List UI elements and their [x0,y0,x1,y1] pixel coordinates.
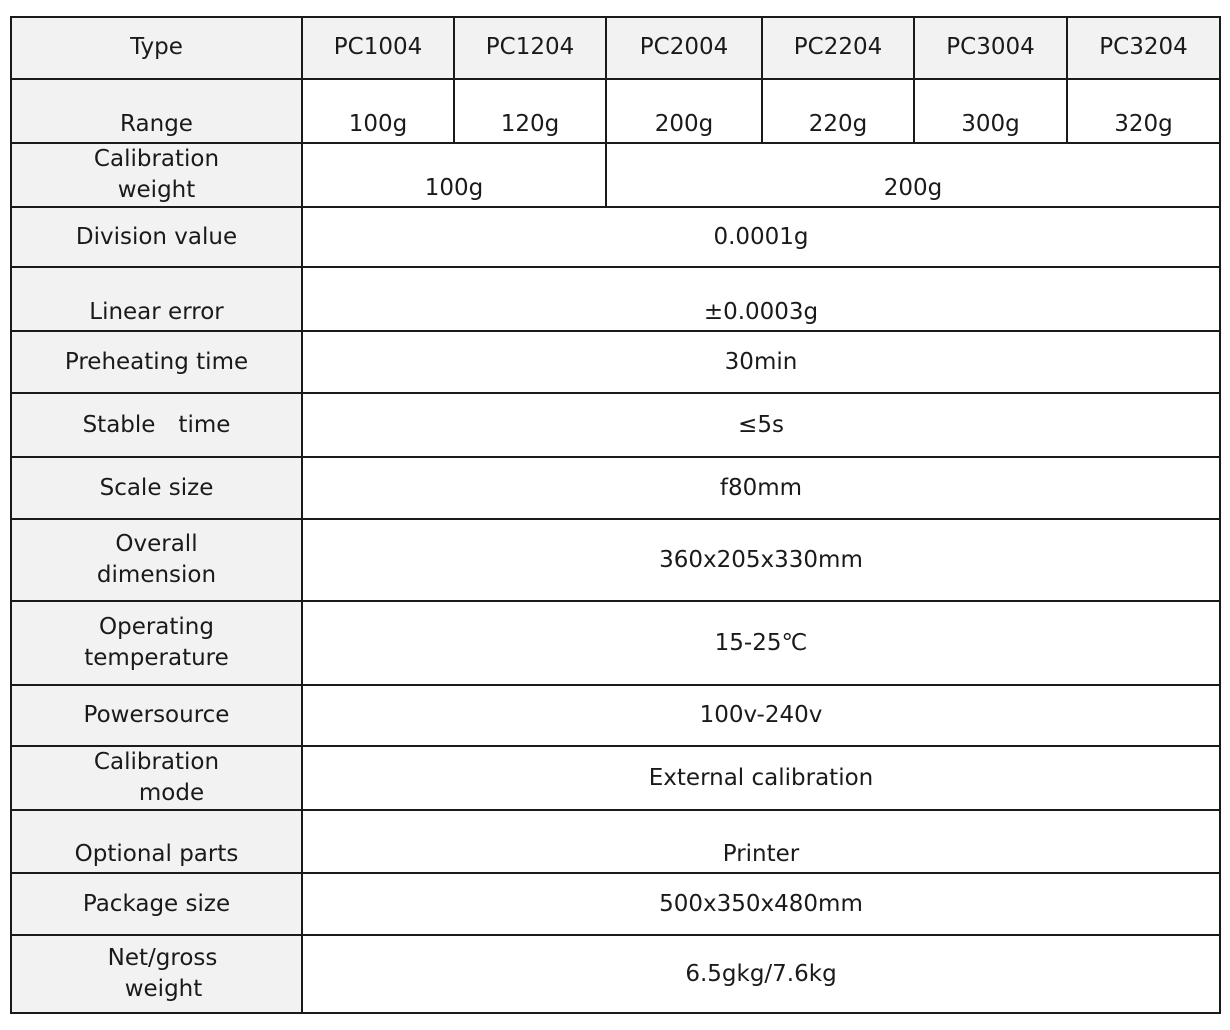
range-value: 200g [606,79,762,143]
row-linear-error [11,267,1220,331]
row-net-gross-weight [11,935,1220,1013]
operating-temperature-value: 15-25℃ [302,601,1220,685]
row-overall-dimension [11,519,1220,601]
division-value-value: 0.0001g [302,207,1220,267]
overall-dimension-label-line2: dimension [96,562,217,589]
row-operating-temperature [11,601,1220,685]
model-pc3004: PC3004 [914,17,1067,79]
overall-dimension-label [11,519,302,601]
scale-size-label: Scale size [11,457,302,519]
model-pc2004: PC2004 [606,17,762,79]
net-gross-weight-label-line2: weight [124,976,203,1003]
calibration-weight-group-a: 100g [302,143,606,207]
package-size-label: Package size [11,873,302,935]
calibration-mode-label-line2: mode [138,780,205,807]
row-powersource [11,685,1220,746]
range-value: 120g [454,79,606,143]
row-calibration-mode [11,746,1220,810]
row-scale-size [11,457,1220,519]
linear-error-label: Linear error [11,267,302,331]
linear-error-value: ±0.0003g [302,267,1220,331]
package-size-value: 500x350x480mm [302,873,1220,935]
net-gross-weight-label-line1: Net/gross [107,945,218,972]
overall-dimension-value: 360x205x330mm [302,519,1220,601]
powersource-value: 100v-240v [302,685,1220,746]
net-gross-weight-label [11,935,302,1013]
model-pc2204: PC2204 [762,17,914,79]
row-stable-time [11,393,1220,457]
operating-temperature-label-line1: Operating [99,614,214,641]
calibration-weight-group-b: 200g [606,143,1220,207]
spec-table [10,16,1221,1014]
calibration-weight-label [11,143,302,207]
row-package-size [11,873,1220,935]
type-label: Type [11,17,302,79]
row-calibration-weight [11,143,1220,207]
operating-temperature-label-line2: temperature [84,645,229,672]
row-optional-parts [11,810,1220,873]
scale-size-value: f80mm [302,457,1220,519]
calibration-mode-label [11,746,302,810]
model-pc1004: PC1004 [302,17,454,79]
calibration-weight-label-line2: weight [117,177,196,204]
division-value-label: Division value [11,207,302,267]
preheating-time-label: Preheating time [11,331,302,393]
model-pc3204: PC3204 [1067,17,1220,79]
row-type [11,17,1220,79]
range-value: 300g [914,79,1067,143]
calibration-mode-label-line1: Calibration [93,749,220,776]
stable-time-value: ≤5s [302,393,1220,457]
range-value: 100g [302,79,454,143]
preheating-time-value: 30min [302,331,1220,393]
row-range [11,79,1220,143]
optional-parts-label: Optional parts [11,810,302,873]
row-division-value [11,207,1220,267]
stable-time-label: Stable time [11,393,302,457]
powersource-label: Powersource [11,685,302,746]
calibration-weight-label-line1: Calibration [93,146,220,172]
range-value: 320g [1067,79,1220,143]
optional-parts-value: Printer [302,810,1220,873]
overall-dimension-label-line1: Overall [115,531,198,558]
net-gross-weight-value: 6.5gkg/7.6kg [302,935,1220,1013]
row-preheating-time [11,331,1220,393]
range-label: Range [11,79,302,143]
range-value: 220g [762,79,914,143]
model-pc1204: PC1204 [454,17,606,79]
operating-temperature-label [11,601,302,685]
calibration-mode-value: External calibration [302,746,1220,810]
